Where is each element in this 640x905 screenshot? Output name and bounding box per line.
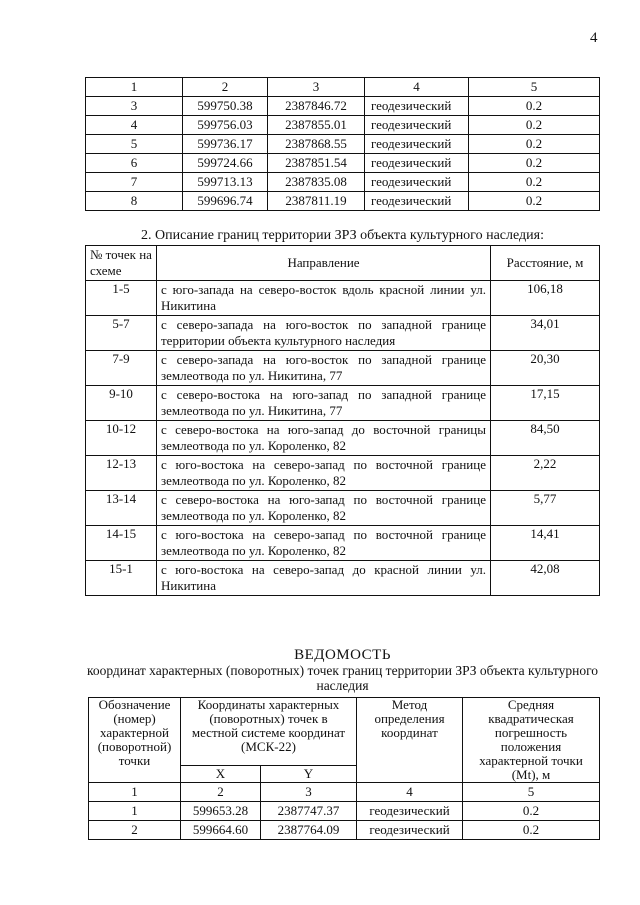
segment-direction: с юго-запада на северо-восток вдоль красной линии ул. Никитина bbox=[157, 281, 491, 316]
table-row bbox=[86, 135, 600, 154]
method: геодезический bbox=[365, 97, 469, 116]
table-row bbox=[86, 456, 600, 491]
table-numbering-row bbox=[89, 783, 600, 802]
error: 0.2 bbox=[469, 192, 600, 211]
coord-x: 599736.17 bbox=[183, 135, 268, 154]
method-header: Метод определения координат bbox=[357, 698, 463, 783]
segment-distance: 17,15 bbox=[491, 386, 600, 421]
coord-y: 2387835.08 bbox=[268, 173, 365, 192]
coordinates-table-continued bbox=[85, 77, 600, 211]
segment-points: 10-12 bbox=[86, 421, 157, 456]
header-cell: 5 bbox=[463, 783, 600, 802]
segment-distance: 20,30 bbox=[491, 351, 600, 386]
segment-direction: с северо-запада на юго-восток по западной границе землеотвода по ул. Никитина, 77 bbox=[157, 351, 491, 386]
vedomost-subtitle: координат характерных (поворотных) точек границ территории ЗРЗ объекта культурного наследия bbox=[86, 663, 599, 693]
y-header: Y bbox=[261, 766, 357, 783]
segment-distance: 5,77 bbox=[491, 491, 600, 526]
point-number: 5 bbox=[86, 135, 183, 154]
table-row bbox=[86, 421, 600, 456]
table-row bbox=[86, 561, 600, 596]
segment-points: 14-15 bbox=[86, 526, 157, 561]
error: 0.2 bbox=[469, 173, 600, 192]
segment-distance: 34,01 bbox=[491, 316, 600, 351]
coord-y: 2387747.37 bbox=[261, 802, 357, 821]
error: 0.2 bbox=[469, 154, 600, 173]
segment-distance: 42,08 bbox=[491, 561, 600, 596]
coord-y: 2387764.09 bbox=[261, 821, 357, 840]
table-row bbox=[86, 281, 600, 316]
table-row bbox=[89, 802, 600, 821]
table-row bbox=[86, 97, 600, 116]
error-header: Средняя квадратическая погрешность положения характерной точки (Mt), м bbox=[463, 698, 600, 783]
header-cell: 4 bbox=[365, 78, 469, 97]
segment-points: 5-7 bbox=[86, 316, 157, 351]
header-cell: 2 bbox=[181, 783, 261, 802]
method: геодезический bbox=[365, 173, 469, 192]
direction-header: Направление bbox=[157, 246, 491, 281]
segment-points: 15-1 bbox=[86, 561, 157, 596]
page-number: 4 bbox=[590, 30, 598, 46]
coord-y: 2387851.54 bbox=[268, 154, 365, 173]
section-title: 2. Описание границ территории ЗРЗ объекта культурного наследия: bbox=[141, 228, 544, 243]
segment-points: 9-10 bbox=[86, 386, 157, 421]
method: геодезический bbox=[365, 135, 469, 154]
segment-points: 7-9 bbox=[86, 351, 157, 386]
table-row bbox=[86, 526, 600, 561]
coord-y: 2387846.72 bbox=[268, 97, 365, 116]
method: геодезический bbox=[357, 821, 463, 840]
table-header-row bbox=[86, 78, 600, 97]
point-number: 1 bbox=[89, 802, 181, 821]
coordinates-header: Координаты характерных (поворотных) точек в местной системе координат (МСК-22) bbox=[181, 698, 357, 766]
segment-direction: с юго-востока на северо-запад по восточной границе землеотвода по ул. Короленко, 82 bbox=[157, 526, 491, 561]
coord-x: 599664.60 bbox=[181, 821, 261, 840]
table-row bbox=[86, 154, 600, 173]
segment-direction: с юго-востока на северо-запад до красной линии ул. Никитина bbox=[157, 561, 491, 596]
header-cell: 4 bbox=[357, 783, 463, 802]
segment-distance: 84,50 bbox=[491, 421, 600, 456]
header-cell: 5 bbox=[469, 78, 600, 97]
header-cell: 1 bbox=[86, 78, 183, 97]
table-header-row bbox=[89, 698, 600, 766]
table-row bbox=[86, 386, 600, 421]
segment-distance: 2,22 bbox=[491, 456, 600, 491]
header-cell: 3 bbox=[268, 78, 365, 97]
table-row bbox=[86, 192, 600, 211]
segment-distance: 14,41 bbox=[491, 526, 600, 561]
coord-x: 599724.66 bbox=[183, 154, 268, 173]
segment-direction: с северо-востока на юго-запад по восточной границе землеотвода по ул. Короленко, 82 bbox=[157, 491, 491, 526]
segment-points: 12-13 bbox=[86, 456, 157, 491]
coord-x: 599713.13 bbox=[183, 173, 268, 192]
method: геодезический bbox=[365, 116, 469, 135]
header-cell: 2 bbox=[183, 78, 268, 97]
segment-direction: с северо-востока на юго-запад по западной границе землеотвода по ул. Никитина, 77 bbox=[157, 386, 491, 421]
error: 0.2 bbox=[463, 802, 600, 821]
segment-points: 1-5 bbox=[86, 281, 157, 316]
coord-x: 599696.74 bbox=[183, 192, 268, 211]
table-header-row bbox=[86, 246, 600, 281]
points-header: № точек на схеме bbox=[86, 246, 157, 281]
segment-distance: 106,18 bbox=[491, 281, 600, 316]
error: 0.2 bbox=[469, 116, 600, 135]
point-number: 2 bbox=[89, 821, 181, 840]
table-row bbox=[86, 316, 600, 351]
error: 0.2 bbox=[469, 135, 600, 154]
coord-y: 2387855.01 bbox=[268, 116, 365, 135]
coord-x: 599756.03 bbox=[183, 116, 268, 135]
table-row bbox=[86, 491, 600, 526]
point-number: 6 bbox=[86, 154, 183, 173]
table-row bbox=[86, 173, 600, 192]
table-row bbox=[86, 351, 600, 386]
point-number: 3 bbox=[86, 97, 183, 116]
vedomost-title: ВЕДОМОСТЬ bbox=[294, 647, 391, 663]
x-header: X bbox=[181, 766, 261, 783]
header-cell: 1 bbox=[89, 783, 181, 802]
point-number: 8 bbox=[86, 192, 183, 211]
segment-points: 13-14 bbox=[86, 491, 157, 526]
designation-header: Обозначение (номер) характерной (поворотной) точки bbox=[89, 698, 181, 783]
point-number: 4 bbox=[86, 116, 183, 135]
segment-direction: с юго-востока на северо-запад по восточной границе землеотвода по ул. Короленко, 82 bbox=[157, 456, 491, 491]
table-row bbox=[89, 821, 600, 840]
header-cell: 3 bbox=[261, 783, 357, 802]
distance-header: Расстояние, м bbox=[491, 246, 600, 281]
error: 0.2 bbox=[463, 821, 600, 840]
error: 0.2 bbox=[469, 97, 600, 116]
boundary-description-table bbox=[85, 245, 600, 596]
vedomost-coordinates-table bbox=[88, 697, 600, 840]
coord-x: 599653.28 bbox=[181, 802, 261, 821]
segment-direction: с северо-запада на юго-восток по западной границе территории объекта культурного наследия bbox=[157, 316, 491, 351]
coord-y: 2387811.19 bbox=[268, 192, 365, 211]
table-row bbox=[86, 116, 600, 135]
method: геодезический bbox=[365, 192, 469, 211]
coord-y: 2387868.55 bbox=[268, 135, 365, 154]
method: геодезический bbox=[357, 802, 463, 821]
coord-x: 599750.38 bbox=[183, 97, 268, 116]
segment-direction: с северо-востока на юго-запад до восточной границы землеотвода по ул. Короленко, 82 bbox=[157, 421, 491, 456]
point-number: 7 bbox=[86, 173, 183, 192]
method: геодезический bbox=[365, 154, 469, 173]
